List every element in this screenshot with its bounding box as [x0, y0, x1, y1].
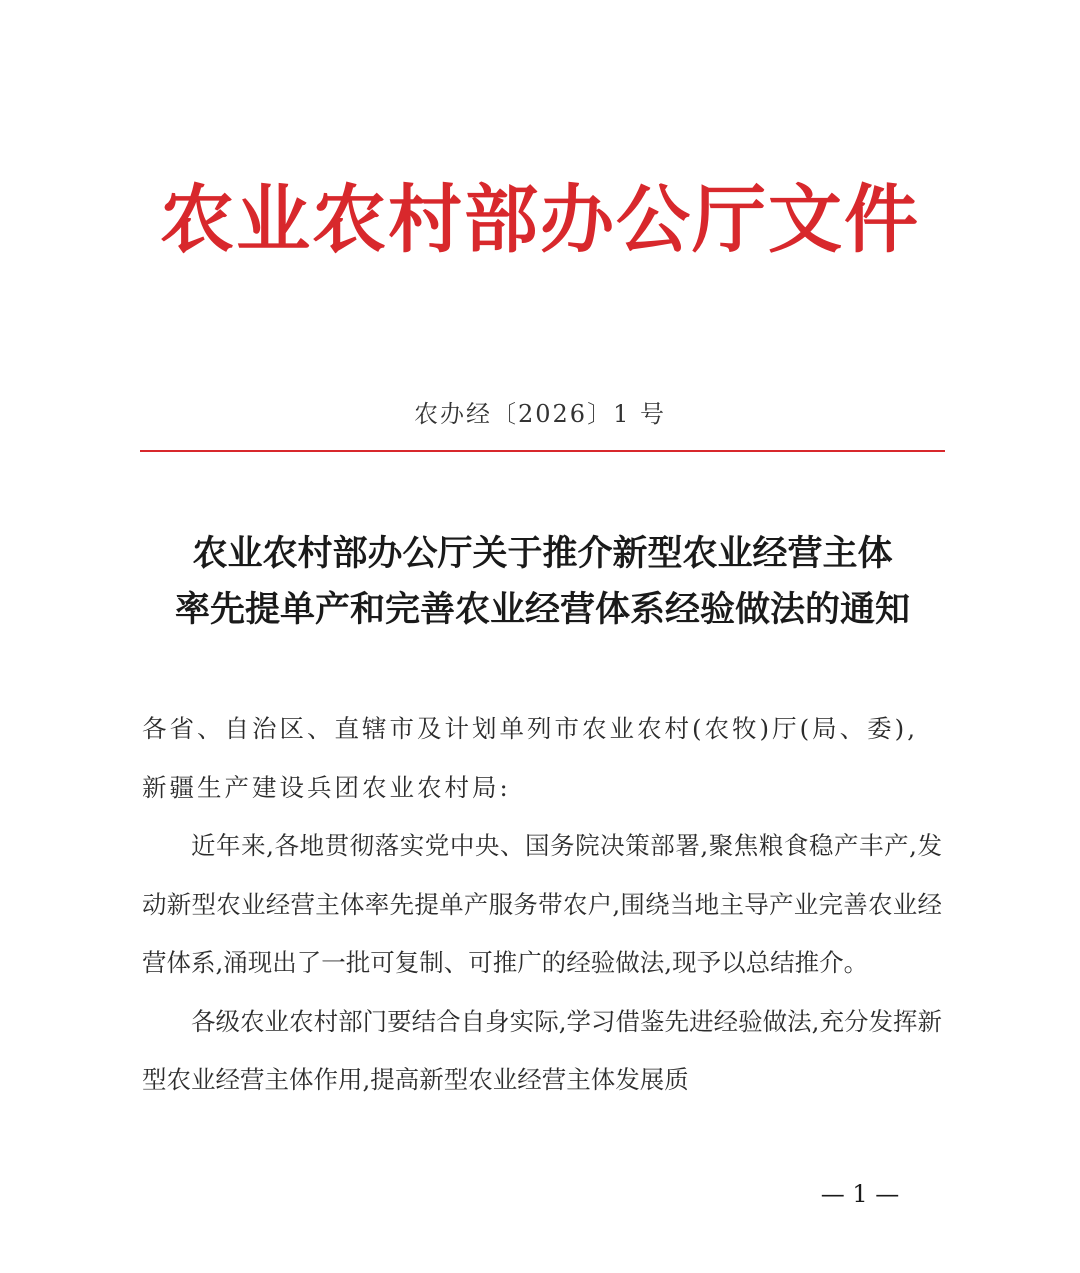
paragraph-1: 近年来,各地贯彻落实党中央、国务院决策部署,聚焦粮食稳产丰产,发动新型农业经营主体率先提单产服务带农户,围绕当地主导产业完善农业经营体系,涌现出了一批可复制、可推广的经验做法,现予以总结推介。 — [142, 831, 942, 977]
red-divider-line — [140, 450, 945, 452]
title-line-1: 农业农村部办公厅关于推介新型农业经营主体 — [192, 533, 893, 574]
addressee-line-1: 各省、自治区、直辖市及计划单列市农业农村(农牧)厅(局、委), — [142, 714, 919, 743]
document-number: 农办经〔2026〕1 号 — [414, 400, 666, 428]
letterhead-title: 农业农村部办公厅文件 — [160, 177, 920, 263]
document-body — [142, 700, 942, 1110]
page-number: — 1 — — [820, 1180, 900, 1208]
title-line-2: 率先提单产和完善农业经营体系经验做法的通知 — [174, 589, 910, 630]
paragraph-2: 各级农业农村部门要结合自身实际,学习借鉴先进经验做法,充分发挥新型农业经营主体作用,提高新型农业经营主体发展质 — [142, 1006, 942, 1094]
document-title — [140, 526, 945, 638]
addressee-line-2: 新疆生产建设兵团农业农村局: — [142, 772, 511, 802]
